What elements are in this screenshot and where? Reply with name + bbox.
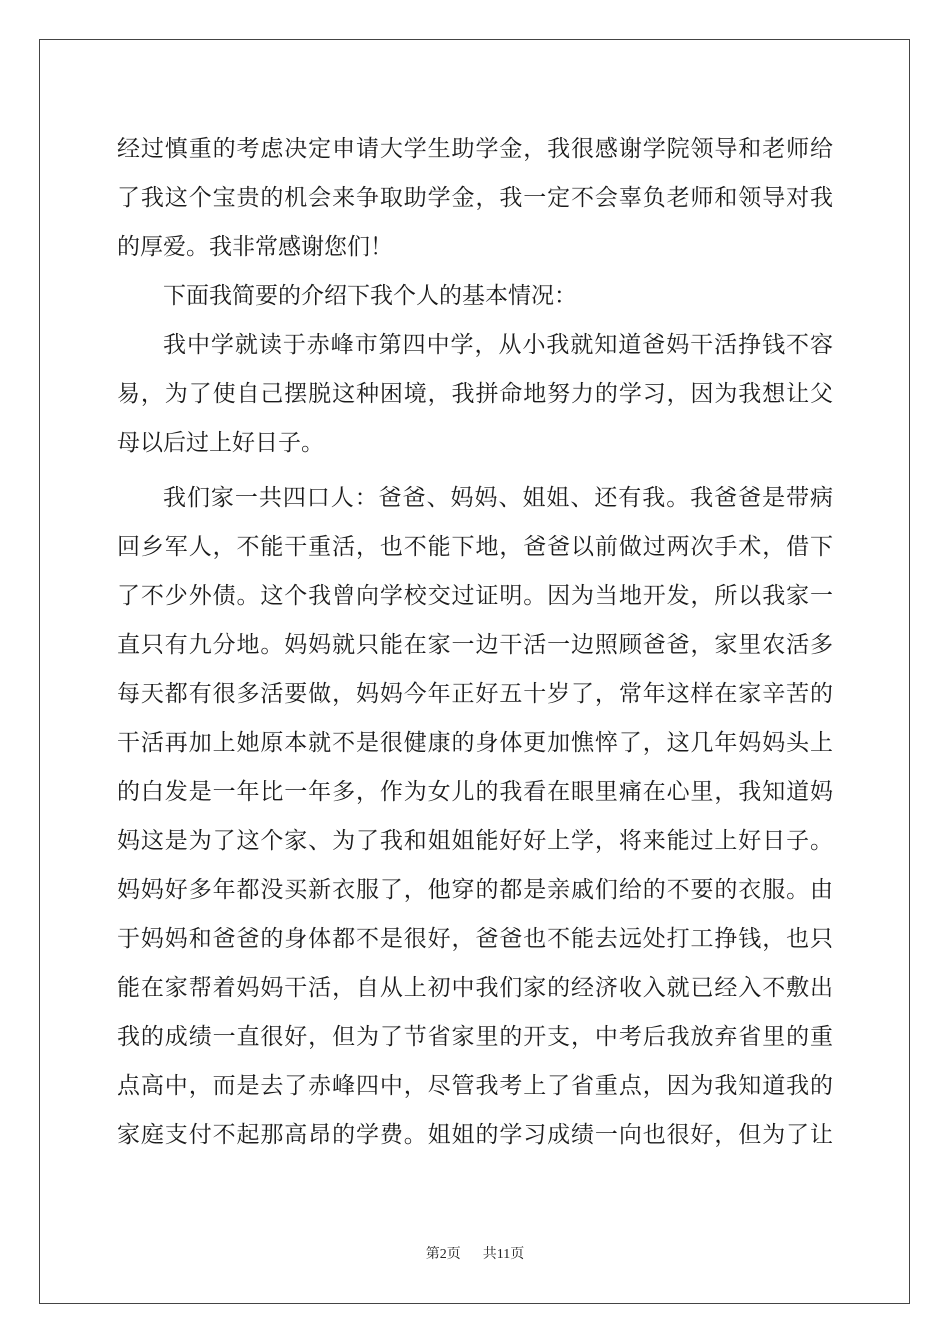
text-line-20: 点高中，而是去了赤峰四中，尽管我考上了省重点，因为我知道我的 bbox=[117, 1073, 833, 1099]
page-number: 第2页 bbox=[425, 1247, 461, 1262]
text-line-10: 了不少外债。这个我曾向学校交过证明。因为当地开发，所以我家一 bbox=[117, 583, 833, 609]
text-line-14: 的白发是一年比一年多，作为女儿的我看在眼里痛在心里，我知道妈 bbox=[117, 779, 833, 805]
page-footer bbox=[0, 1245, 950, 1265]
text-line-8: 我们家一共四口人：爸爸、妈妈、姐姐、还有我。我爸爸是带病 bbox=[163, 485, 833, 511]
total-pages: 共11页 bbox=[482, 1247, 525, 1262]
text-line-18: 能在家帮着妈妈干活，自从上初中我们家的经济收入就已经入不敷出 bbox=[117, 975, 833, 1001]
text-line-15: 妈这是为了这个家、为了我和姐姐能好好上学，将来能过上好日子。 bbox=[117, 828, 833, 854]
text-line-7: 母以后过上好日子。 bbox=[117, 430, 324, 456]
text-line-5: 我中学就读于赤峰市第四中学，从小我就知道爸妈干活挣钱不容 bbox=[163, 332, 833, 358]
text-line-21: 家庭支付不起那高昂的学费。姐姐的学习成绩一向也很好，但为了让 bbox=[117, 1122, 833, 1148]
text-line-11: 直只有九分地。妈妈就只能在家一边干活一边照顾爸爸，家里农活多 bbox=[117, 632, 833, 658]
text-line-3: 的厚爱。我非常感谢您们！ bbox=[117, 234, 393, 260]
text-line-4: 下面我简要的介绍下我个人的基本情况： bbox=[163, 283, 577, 309]
text-line-6: 易，为了使自己摆脱这种困境，我拼命地努力的学习，因为我想让父 bbox=[117, 381, 833, 407]
text-line-19: 我的成绩一直很好，但为了节省家里的开支，中考后我放弃省里的重 bbox=[117, 1024, 833, 1050]
text-line-13: 干活再加上她原本就不是很健康的身体更加憔悴了，这几年妈妈头上 bbox=[117, 730, 833, 756]
text-line-9: 回乡军人，不能干重活，也不能下地，爸爸以前做过两次手术，借下 bbox=[117, 534, 833, 560]
text-line-2: 了我这个宝贵的机会来争取助学金，我一定不会辜负老师和领导对我 bbox=[117, 185, 833, 211]
text-line-17: 于妈妈和爸爸的身体都不是很好，爸爸也不能去远处打工挣钱，也只 bbox=[117, 926, 833, 952]
text-line-16: 妈妈好多年都没买新衣服了，他穿的都是亲戚们给的不要的衣服。由 bbox=[117, 877, 833, 903]
text-line-12: 每天都有很多活要做，妈妈今年正好五十岁了，常年这样在家辛苦的 bbox=[117, 681, 833, 707]
text-line-1: 经过慎重的考虑决定申请大学生助学金，我很感谢学院领导和老师给 bbox=[117, 136, 833, 162]
